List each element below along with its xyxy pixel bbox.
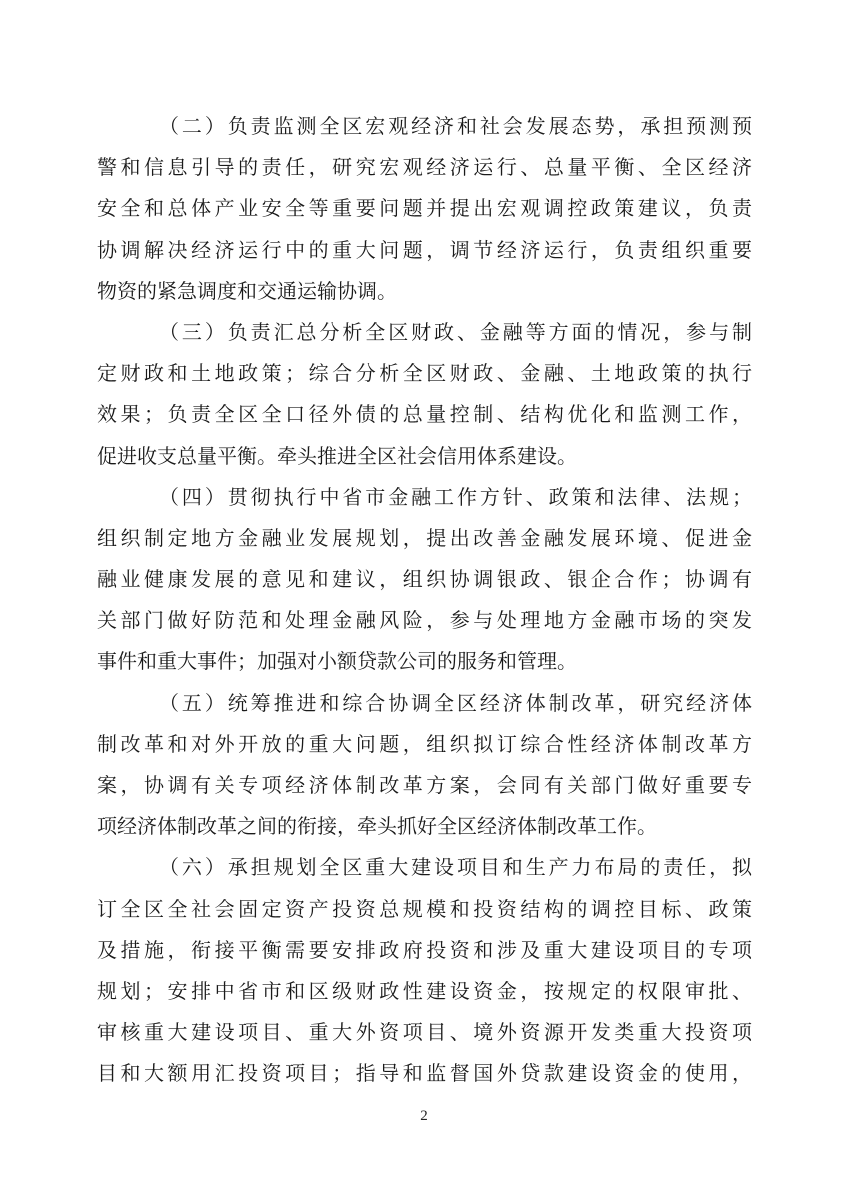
paragraph-5 <box>97 683 752 848</box>
text-line: 效果；负责全区全口径外债的总量控制、结构优化和监测工作， <box>97 402 752 427</box>
paragraph-3 <box>97 312 752 477</box>
body-text <box>97 106 752 1095</box>
text-line: 订全区全社会固定资产投资总规模和投资结构的调控目标、政策 <box>97 896 752 921</box>
text-line: （二）负责监测全区宏观经济和社会发展态势，承担预测预 <box>159 114 752 138</box>
text-line: 制改革和对外开放的重大问题，组织拟订综合性经济体制改革方 <box>97 731 752 756</box>
page-number: 2 <box>420 1108 428 1124</box>
text-line: 目和大额用汇投资项目；指导和监督国外贷款建设资金的使用， <box>97 1061 752 1086</box>
text-line: （五）统筹推进和综合协调全区经济体制改革，研究经济体 <box>159 690 752 715</box>
text-line: 案，协调有关专项经济体制改革方案，会同有关部门做好重要专 <box>97 773 752 797</box>
text-line: 协调解决经济运行中的重大问题，调节经济运行，负责组织重要 <box>97 237 752 262</box>
paragraph-2 <box>97 106 752 312</box>
text-line: 促进收支总量平衡。牵头推进全区社会信用体系建设。 <box>97 443 577 468</box>
text-line: 关部门做好防范和处理金融风险，参与处理地方金融市场的突发 <box>97 608 752 633</box>
text-line: 定财政和土地政策；综合分析全区财政、金融、土地政策的执行 <box>97 361 752 386</box>
text-line: 警和信息引导的责任，研究宏观经济运行、总量平衡、全区经济 <box>97 155 752 180</box>
text-line: 组织制定地方金融业发展规划，提出改善金融发展环境、促进金 <box>97 525 752 550</box>
text-line: 项经济体制改革之间的衔接，牵头抓好全区经济体制改革工作。 <box>97 814 657 839</box>
text-line: 融业健康发展的意见和建议，组织协调银政、银企合作；协调有 <box>97 567 752 592</box>
text-line: （三）负责汇总分析全区财政、金融等方面的情况，参与制 <box>159 319 752 344</box>
text-line: 事件和重大事件；加强对小额贷款公司的服务和管理。 <box>97 649 577 674</box>
text-line: 安全和总体产业安全等重要问题并提出宏观调控政策建议，负责 <box>97 196 752 221</box>
text-line: 审核重大建设项目、重大外资项目、境外资源开发类重大投资项 <box>97 1020 752 1045</box>
text-line: （四）贯彻执行中省市金融工作方针、政策和法律、法规； <box>159 484 752 509</box>
paragraph-6 <box>97 847 752 1094</box>
text-line: 物资的紧急调度和交通运输协调。 <box>97 278 397 303</box>
text-line: 规划；安排中省市和区级财政性建设资金，按规定的权限审批、 <box>97 978 752 1003</box>
paragraph-4 <box>97 477 752 683</box>
text-line: （六）承担规划全区重大建设项目和生产力布局的责任，拟 <box>159 855 752 880</box>
text-line: 及措施，衔接平衡需要安排政府投资和涉及重大建设项目的专项 <box>97 937 752 962</box>
